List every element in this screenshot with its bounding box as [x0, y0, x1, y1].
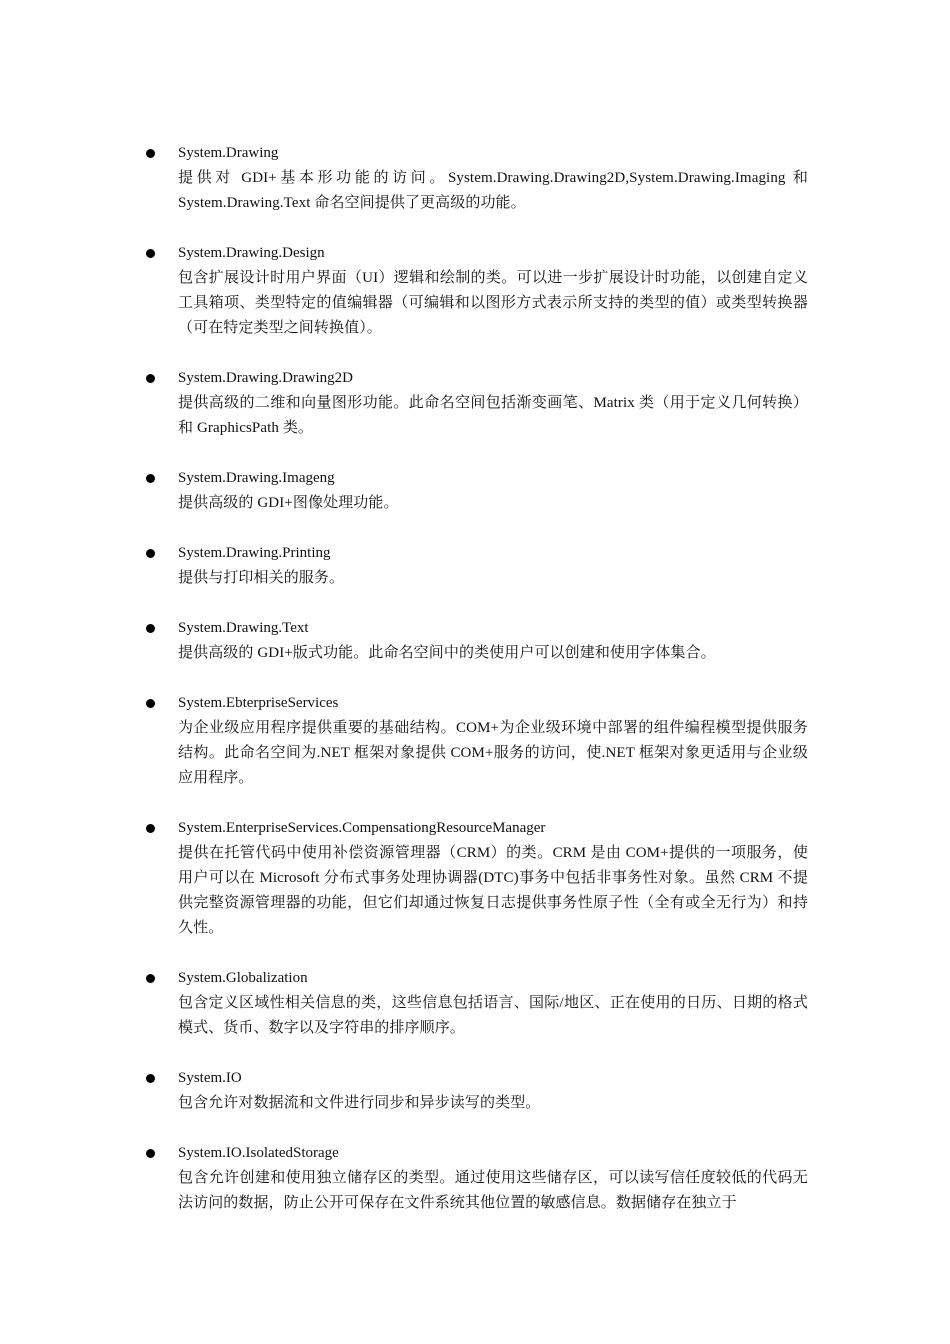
- namespace-name: System.IO: [178, 1070, 242, 1086]
- namespace-description: 提供高级的二维和向量图形功能。此命名空间包括渐变画笔、Matrix 类（用于定义几何转换）和 GraphicsPath 类。: [178, 395, 808, 436]
- namespace-description: 提供在托管代码中使用补偿资源管理器（CRM）的类。CRM 是由 COM+提供的一项服务，使用户可以在 Microsoft 分布式事务处理协调器(DTC)事务中包括非事务性对象。虽然 CRM 不提供完整资源管理器的功能，但它们却通过恢复日志提供事务性原子性（全有或全无行为）和持久性。: [178, 845, 808, 936]
- list-item: [142, 366, 808, 441]
- namespace-description: 提供与打印相关的服务。: [178, 570, 345, 586]
- bullet-icon: [146, 699, 155, 708]
- namespace-name: System.Drawing.Imageng: [178, 470, 335, 486]
- list-item: [142, 466, 808, 516]
- namespace-description: 包含允许创建和使用独立储存区的类型。通过使用这些储存区，可以读写信任度较低的代码无法访问的数据，防止公开可保存在文件系统其他位置的敏感信息。数据储存在独立于: [178, 1170, 808, 1211]
- namespace-name: System.IO.IsolatedStorage: [178, 1145, 339, 1161]
- list-item: [142, 616, 808, 666]
- list-item: [142, 1141, 808, 1216]
- bullet-icon: [146, 149, 155, 158]
- list-item: [142, 241, 808, 341]
- bullet-icon: [146, 1074, 155, 1083]
- bullet-icon: [146, 474, 155, 483]
- namespace-name: System.Drawing.Design: [178, 245, 325, 261]
- bullet-icon: [146, 974, 155, 983]
- namespace-name: System.Drawing.Drawing2D: [178, 370, 353, 386]
- namespace-description: 包含扩展设计时用户界面（UI）逻辑和绘制的类。可以进一步扩展设计时功能，以创建自定义工具箱项、类型特定的值编辑器（可编辑和以图形方式表示所支持的类型的值）或类型转换器（可在特定类型之间转换值）。: [178, 270, 808, 336]
- namespace-description: 为企业级应用程序提供重要的基础结构。COM+为企业级环境中部署的组件编程模型提供服务结构。此命名空间为.NET 框架对象提供 COM+服务的访问，使.NET 框架对象更适用与企业级应用程序。: [178, 720, 808, 786]
- namespace-description: 包含定义区域性相关信息的类，这些信息包括语言、国际/地区、正在使用的日历、日期的格式模式、货币、数字以及字符串的排序顺序。: [178, 995, 808, 1036]
- bullet-icon: [146, 249, 155, 258]
- list-item: [142, 816, 808, 941]
- bullet-icon: [146, 624, 155, 633]
- namespace-description: 包含允许对数据流和文件进行同步和异步读写的类型。: [178, 1095, 541, 1111]
- list-item: [142, 966, 808, 1041]
- namespace-name: System.EbterpriseServices: [178, 695, 339, 711]
- namespace-description: 提供高级的 GDI+版式功能。此命名空间中的类使用户可以创建和使用字体集合。: [178, 645, 716, 661]
- namespace-name: System.EnterpriseServices.CompensationgResourceManager: [178, 820, 546, 836]
- bullet-icon: [146, 374, 155, 383]
- namespace-name: System.Globalization: [178, 970, 308, 986]
- bullet-icon: [146, 1149, 155, 1158]
- namespace-description: 提供对 GDI+基本形功能的访问。System.Drawing.Drawing2D,System.Drawing.Imaging 和 System.Drawing.Text 命名空间提供了更高级的功能。: [178, 170, 808, 211]
- list-item: [142, 541, 808, 591]
- namespace-name: System.Drawing.Text: [178, 620, 309, 636]
- namespace-name: System.Drawing: [178, 145, 279, 161]
- namespace-name: System.Drawing.Printing: [178, 545, 331, 561]
- list-item: [142, 1066, 808, 1116]
- namespace-description: 提供高级的 GDI+图像处理功能。: [178, 495, 399, 511]
- list-item: [142, 141, 808, 216]
- bullet-icon: [146, 824, 155, 833]
- bullet-icon: [146, 549, 155, 558]
- list-item: [142, 691, 808, 791]
- namespace-list: [142, 141, 808, 1241]
